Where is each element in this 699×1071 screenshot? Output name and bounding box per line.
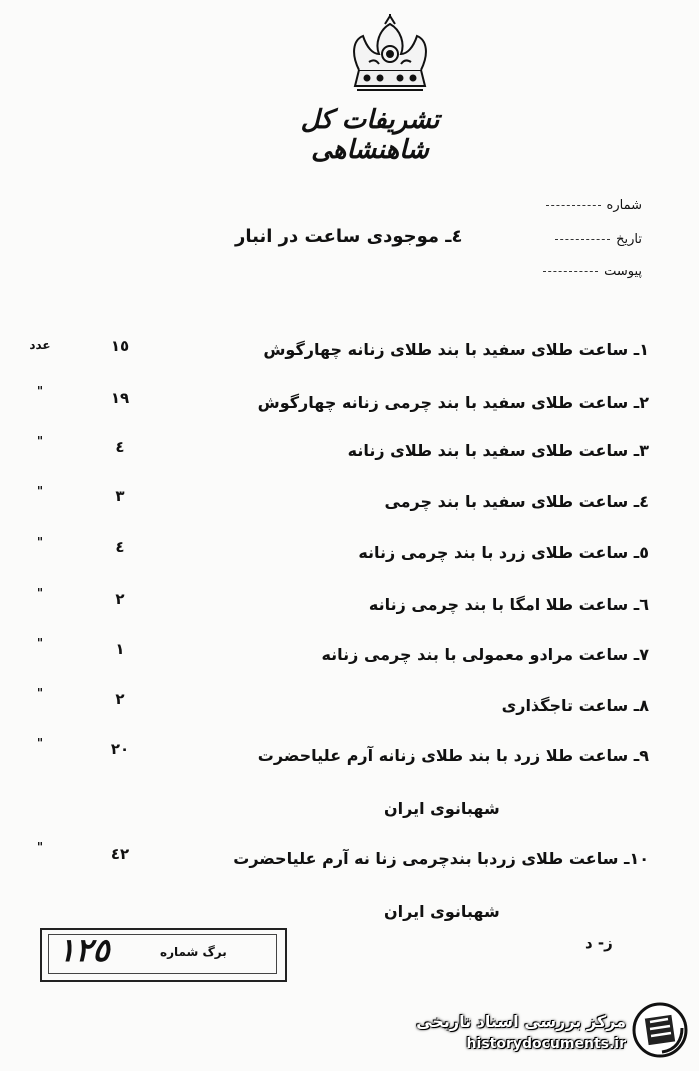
item-8-desc: ٨ـ ساعت تاجگذاری xyxy=(501,696,649,715)
field-date-label: تاریخ xyxy=(616,232,642,247)
item-2-qty: ١٩ xyxy=(110,389,130,407)
header-title: تشریفات کل شاهنشاهی xyxy=(300,105,440,165)
item-7-unit: " xyxy=(36,636,44,650)
footer-signature: ز- د xyxy=(585,934,613,952)
field-number-label: شماره xyxy=(606,198,642,213)
archive-name: مرکز بررسی اسناد تاریخی xyxy=(416,1012,626,1031)
item-10-continuation: شهبانوی ایران xyxy=(384,902,500,921)
item-6-unit: " xyxy=(36,586,44,600)
crown-emblem-icon xyxy=(345,14,435,96)
item-4-unit: " xyxy=(36,484,44,498)
archive-url-link[interactable]: historydocuments.ir xyxy=(466,1036,626,1052)
item-1-desc: ١ـ ساعت طلای سفید با بند طلای زنانه چهارگوش xyxy=(263,340,649,359)
document-title: ٤ـ موجودی ساعت در انبار xyxy=(235,226,463,247)
item-1-qty: ١٥ xyxy=(110,337,130,355)
item-10-qty: ٤٢ xyxy=(110,845,130,863)
item-9-desc: ٩ـ ساعت طلا زرد با بند طلای زنانه آرم علیاحضرت xyxy=(257,746,649,765)
item-9-qty: ٢٠ xyxy=(110,740,130,758)
page-stamp-number: ١٢٥ xyxy=(58,931,110,969)
item-9-unit: " xyxy=(36,736,44,750)
field-date-line xyxy=(555,239,610,240)
archive-logo-icon xyxy=(632,1002,688,1058)
item-1-unit: عدد xyxy=(29,338,51,352)
item-2-unit: " xyxy=(36,384,44,398)
item-10-desc: ١٠ـ ساعت طلای زردبا بندچرمی زنا نه آرم علیاحضرت xyxy=(233,849,649,868)
item-5-desc: ٥ـ ساعت طلای زرد با بند چرمی زنانه xyxy=(358,543,649,562)
item-7-qty: ١ xyxy=(115,640,125,658)
field-attachment-line xyxy=(543,271,598,272)
field-attachment-label: پیوست xyxy=(604,264,642,279)
item-10-unit: " xyxy=(36,840,44,854)
page-stamp-label: برگ شماره xyxy=(160,945,227,959)
item-6-desc: ٦ـ ساعت طلا امگا با بند چرمی زنانه xyxy=(368,595,649,614)
item-6-qty: ٢ xyxy=(115,590,125,608)
item-3-desc: ٣ـ ساعت طلای سفید با بند طلای زنانه xyxy=(347,441,649,460)
item-9-continuation: شهبانوی ایران xyxy=(384,799,500,818)
item-2-desc: ٢ـ ساعت طلای سفید با بند چرمی زنانه چهارگوش xyxy=(257,393,649,412)
item-8-qty: ٢ xyxy=(115,690,125,708)
item-4-qty: ٣ xyxy=(115,487,125,505)
item-3-unit: " xyxy=(36,434,44,448)
field-number-line xyxy=(546,205,601,206)
field-number xyxy=(538,198,642,213)
field-attachment xyxy=(538,264,642,279)
field-date xyxy=(538,232,642,247)
item-5-unit: " xyxy=(36,535,44,549)
item-3-qty: ٤ xyxy=(115,438,125,456)
item-5-qty: ٤ xyxy=(115,538,125,556)
item-8-unit: " xyxy=(36,686,44,700)
item-7-desc: ٧ـ ساعت مرادو معمولی با بند چرمی زنانه xyxy=(321,645,649,664)
item-4-desc: ٤ـ ساعت طلای سفید با بند چرمی xyxy=(384,492,649,511)
